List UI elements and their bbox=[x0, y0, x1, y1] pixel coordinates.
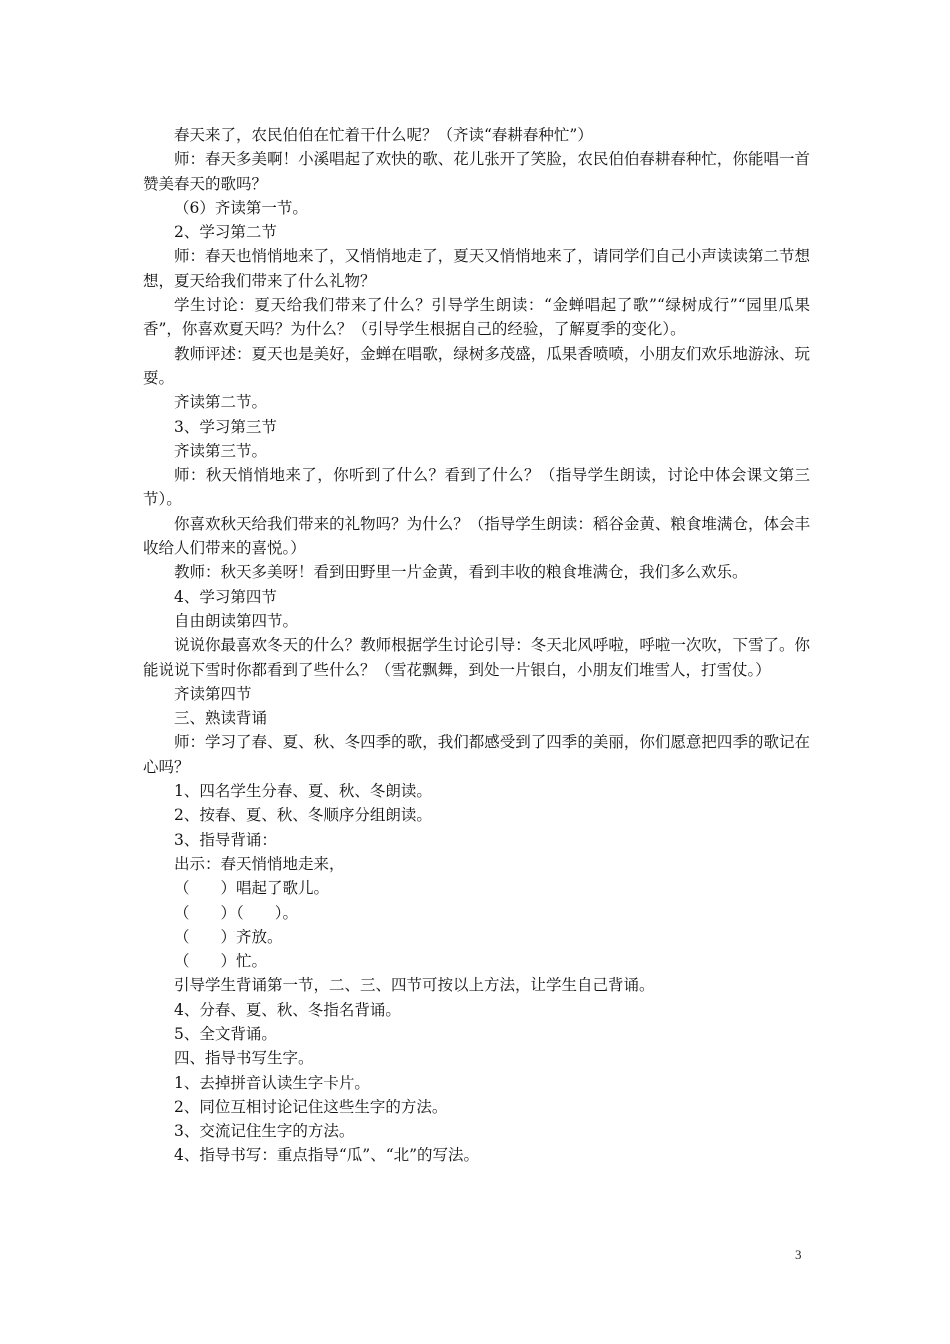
paragraph: 你喜欢秋天给我们带来的礼物吗？为什么？（指导学生朗读：稻谷金黄、粮食堆满仓，体会丰收给人们带来的喜悦。） bbox=[143, 514, 810, 558]
paragraph: 师：春天也悄悄地来了，又悄悄地走了，夏天又悄悄地来了，请同学们自己小声读读第二节想想，夏天给我们带来了什么礼物？ bbox=[143, 247, 810, 290]
section-heading: 三、熟读背诵 bbox=[174, 709, 268, 728]
paragraph: 齐读第三节。 bbox=[174, 441, 268, 460]
list-item: 5、全文背诵。 bbox=[174, 1024, 277, 1043]
paragraph: 师：秋天悄悄地来了，你听到了什么？看到了什么？（指导学生朗读，讨论中体会课文第三节）。 bbox=[143, 466, 810, 509]
section-heading: 2、学习第二节 bbox=[174, 223, 277, 242]
page-number: 3 bbox=[795, 1247, 802, 1262]
paragraph: 春天来了，农民伯伯在忙着干什么呢？（齐读“春耕春种忙”） bbox=[174, 126, 593, 144]
paragraph: 师：学习了春、夏、秋、冬四季的歌，我们都感受到了四季的美丽，你们愿意把四季的歌记在心吗？ bbox=[143, 733, 810, 776]
list-item: 2、按春、夏、秋、冬顺序分组朗读。 bbox=[174, 806, 432, 825]
paragraph: 说说你最喜欢冬天的什么？教师根据学生讨论引导：冬天北风呼啦，呼啦一次吹，下雪了。你能说说下雪时你都看到了些什么？（雪花飘舞，到处一片银白，小朋友们堆雪人，打雪仗。） bbox=[143, 636, 810, 679]
paragraph: 齐读第二节。 bbox=[174, 393, 268, 412]
list-item: 3、交流记住生字的方法。 bbox=[174, 1122, 355, 1141]
paragraph: 教师评述：夏天也是美好，金蝉在唱歌，绿树多茂盛，瓜果香喷喷，小朋友们欢乐地游泳、玩耍。 bbox=[143, 344, 810, 387]
paragraph: （6）齐读第一节。 bbox=[174, 198, 308, 217]
paragraph: 师：春天多美啊！小溪唱起了欢快的歌、花儿张开了笑脸，农民伯伯春耕春种忙，你能唱一首赞美春天的歌吗？ bbox=[143, 150, 810, 193]
paragraph: 齐读第四节 bbox=[174, 684, 252, 703]
paragraph: 自由朗读第四节。 bbox=[174, 611, 299, 630]
list-item: 1、四名学生分春、夏、秋、冬朗读。 bbox=[174, 782, 432, 801]
list-item: 4、分春、夏、秋、冬指名背诵。 bbox=[174, 1000, 401, 1019]
fill-blank-line: （ ）唱起了歌儿。 bbox=[174, 879, 330, 898]
section-heading: 四、指导书写生字。 bbox=[174, 1049, 314, 1068]
paragraph: 学生讨论：夏天给我们带来了什么？引导学生朗读：“金蝉唱起了歌”“绿树成行”“园里瓜果香”，你喜欢夏天吗？为什么？（引导学生根据自己的经验，了解夏季的变化）。 bbox=[143, 296, 810, 339]
list-item: 1、去掉拼音认读生字卡片。 bbox=[174, 1073, 370, 1092]
section-heading: 3、学习第三节 bbox=[174, 417, 277, 436]
fill-blank-line: （ ）齐放。 bbox=[174, 927, 283, 946]
list-item: 4、指导书写：重点指导“瓜”、“北”的写法。 bbox=[174, 1146, 480, 1165]
section-heading: 4、学习第四节 bbox=[174, 587, 277, 606]
list-item: 2、同位互相讨论记住这些生字的方法。 bbox=[174, 1097, 448, 1116]
fill-blank-line: （ ）（ ）。 bbox=[174, 903, 299, 922]
list-item: 3、指导背诵： bbox=[174, 830, 277, 849]
paragraph: 教师：秋天多美呀！看到田野里一片金黄，看到丰收的粮食堆满仓，我们多么欢乐。 bbox=[174, 563, 748, 582]
paragraph: 出示：春天悄悄地走来， bbox=[174, 854, 345, 873]
paragraph: 引导学生背诵第一节，二、三、四节可按以上方法，让学生自己背诵。 bbox=[174, 976, 655, 995]
document-body bbox=[143, 123, 810, 1168]
fill-blank-line: （ ）忙。 bbox=[174, 952, 268, 971]
